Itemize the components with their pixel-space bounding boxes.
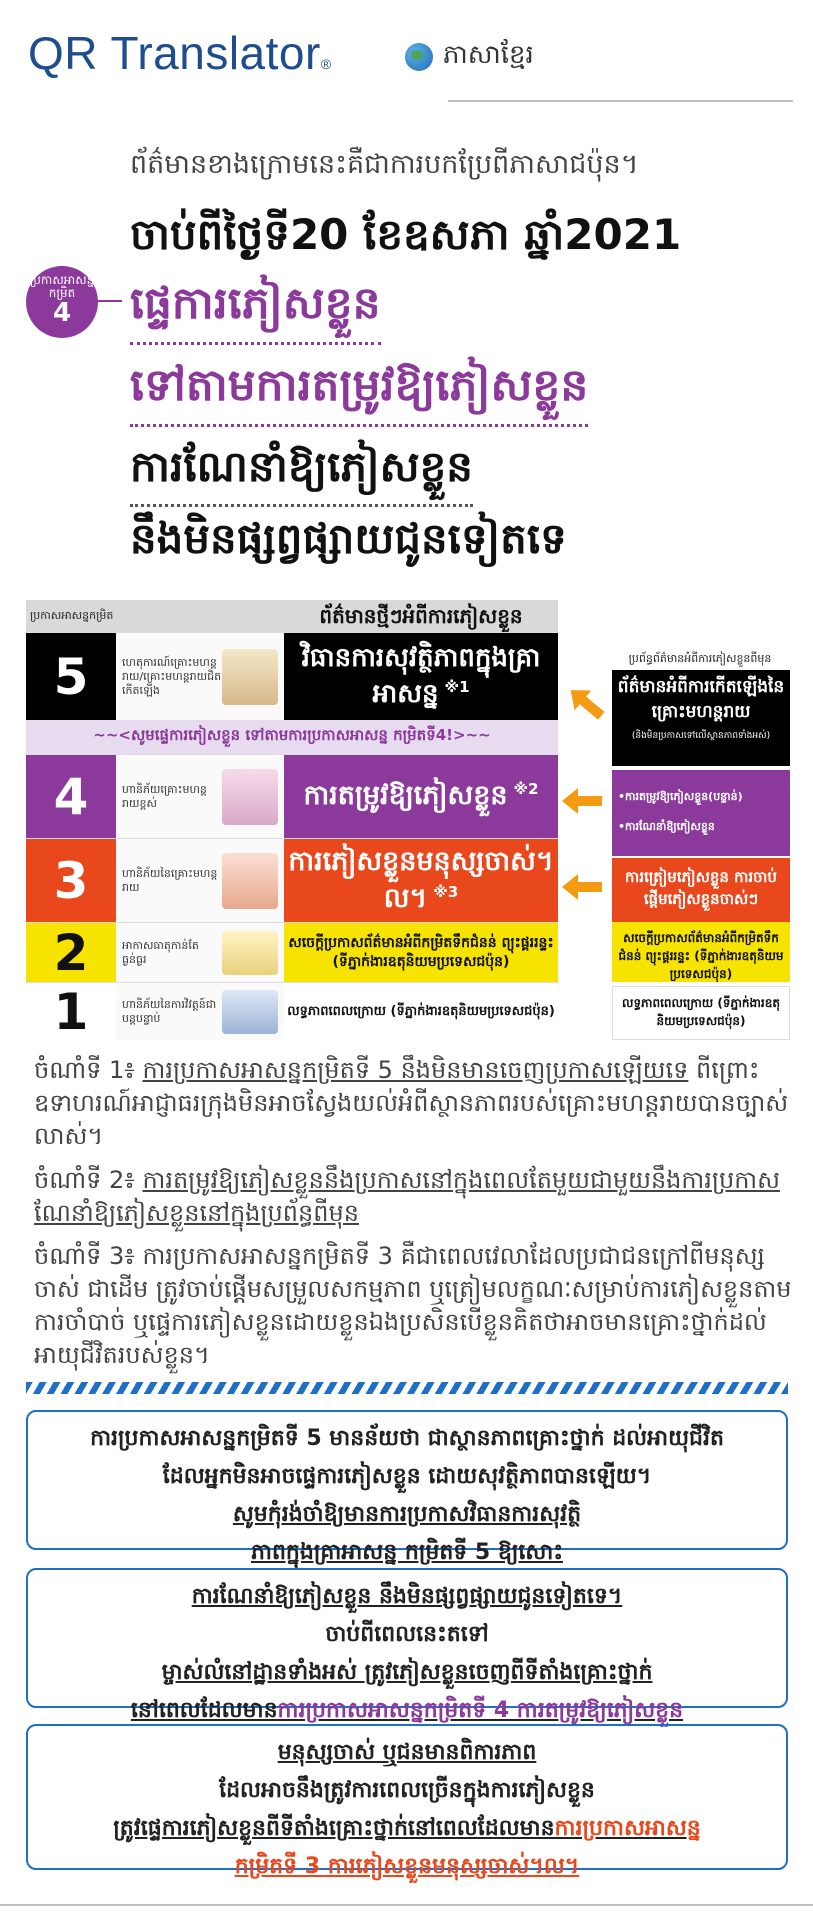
previous-order-item: •ការតម្រូវឱ្យភៀសខ្លួន(បន្ទាន់)	[618, 790, 743, 803]
evacuate-line: ផ្ទេការភៀសខ្លួន	[130, 276, 381, 345]
table-row	[26, 922, 558, 982]
footnote-mark: ※2	[513, 780, 539, 799]
bottom-divider	[0, 1904, 813, 1906]
previous-elderly-box: ការត្រៀមភៀសខ្លួន ការចាប់ផ្តើមភៀសខ្លួនចាស់ៗ	[612, 858, 790, 942]
description-text: ហានិភ័យគ្រោះមហន្តរាយខ្ពស់	[122, 782, 207, 810]
previous-system-title: ប្រព័ន្ធព័ត៌មានអំពីការភៀសខ្លួនពីមុន	[628, 652, 772, 665]
logo-trademark: ®	[320, 56, 332, 72]
level-4-badge	[26, 266, 98, 338]
badge-label: ប្រកាសអាសន្នកម្រិត	[29, 273, 95, 300]
level-action	[284, 633, 558, 720]
footnote-mark: ※1	[444, 677, 470, 696]
header	[0, 0, 813, 108]
action-text: វិធានការសុវត្ថិភាពក្នុងគ្រាអាសន្ន	[301, 643, 541, 709]
box-line: សូមកុំរង់ចាំឱ្យមានការប្រកាសវិធានការសុវត្ថិ	[232, 1502, 582, 1527]
action-text: ការភៀសខ្លួនមនុស្សចាស់។ល។	[288, 846, 554, 914]
alert-level-table	[26, 600, 558, 1040]
table-row	[26, 838, 558, 922]
level-description	[116, 983, 284, 1040]
evacuation-order-line: ទៅតាមការតម្រូវឱ្យភៀសខ្លួន	[130, 358, 588, 427]
description-text: ហេតុការណ៍គ្រោះមហន្តរាយ/គ្រោះមហន្តរាយជិតកើតឡើង	[122, 655, 222, 697]
table-row	[26, 632, 558, 720]
note-3: ចំណាំទី 3៖ ការប្រកាសអាសន្នកម្រិតទី 3 គឺជាពេលវេលាដែលប្រជាជនក្រៅពីមនុស្សចាស់ ជាដើម ត្រូវចាប់ផ្តើមសម្រួលសកម្មភាព ឬត្រៀមលក្ខណៈសម្រាប់ការភៀសខ្លួនតាមការចាំបាច់ ឬផ្ទេការភៀសខ្លួនដោយខ្លួនឯងប្រសិនបើខ្លួនគិតថាអាចមានគ្រោះថ្នាក់ដល់អាយុជីវិតរបស់ខ្លួន។	[34, 1242, 792, 1369]
note-2	[34, 1164, 794, 1230]
note-emphasis: ការប្រកាសអាសន្នកម្រិតទី 5 នឹងមិនមានចេញប្រកាសឡើយទេ	[142, 1056, 689, 1084]
level-3-elderly-box	[26, 1724, 788, 1879]
description-text: ហានិភ័យនៃគ្រោះមហន្តរាយ	[122, 866, 218, 894]
note-1	[34, 1054, 794, 1153]
description-text: ហានិភ័យនៃការវិវត្តន៍ជាបន្តបន្ទាប់	[122, 997, 217, 1025]
language-selector[interactable]	[405, 38, 534, 76]
table-row	[26, 982, 558, 1040]
arrow-left-icon	[562, 874, 602, 900]
previous-advisory-item: •ការណែនាំឱ្យភៀសខ្លួន	[618, 820, 715, 833]
level-action	[284, 755, 558, 838]
level-5-warning-box	[26, 1410, 788, 1565]
level-description	[116, 633, 284, 720]
striped-divider	[26, 1382, 788, 1394]
box-line: ការប្រកាសអាសន្នកម្រិតទី 5 មានន័យថា ជាស្ថានភាពគ្រោះថ្នាក់ ដល់អាយុជីវិត	[90, 1426, 724, 1451]
note-prefix: ចំណាំទី 2៖	[34, 1166, 143, 1194]
previous-weather-box: សចេក្ដីប្រកាសព័ត៌មានអំពីកម្រិតទឹកជំនន់ ព្យុះផ្គររន្ទះ (ទីភ្នាក់ងារឧតុនិយមប្រទេសជប៉ុន)	[612, 922, 790, 982]
box-text: ព័ត៌មានអំពីការកើតឡើងនៃគ្រោះមហន្តរាយ	[617, 677, 785, 722]
table-row	[26, 754, 558, 838]
level-description	[116, 923, 284, 982]
box-line: ដែលអាចនឹងត្រូវការពេលច្រើនក្នុងការភៀសខ្លួន	[219, 1778, 595, 1803]
footnote-mark: ※3	[433, 882, 459, 901]
translation-notice: ព័ត៌មានខាងក្រោមនេះគឺជាការបកប្រែពីភាសាជប៉ុន។	[130, 149, 639, 180]
header-divider	[448, 100, 793, 102]
family-weather-illustration	[222, 931, 278, 975]
level-number: 3	[26, 839, 116, 922]
box-line: មនុស្សចាស់ ឬជនមានពិការភាព	[277, 1740, 537, 1765]
evacuation-advisory-line: ការណែនាំឱ្យភៀសខ្លួន	[130, 440, 473, 507]
qr-translator-logo[interactable]	[28, 26, 332, 80]
box-line: ត្រូវផ្ទេការភៀសខ្លួនពីទីតាំងគ្រោះថ្នាក់នៅពេលដែលមាន	[113, 1816, 555, 1841]
level-number: 2	[26, 923, 116, 982]
note-text: ពីព្រោះ ឧទាហរណ៍អាជ្ញាធរក្រុងមិនអាចស្វែងយល់អំពីស្ថានភាពរបស់គ្រោះមហន្តរាយបានច្បាស់លាស់។	[34, 1056, 789, 1150]
table-header	[26, 600, 558, 632]
language-label: ភាសាខ្មែរ	[443, 40, 534, 70]
level-action: សចេក្ដីប្រកាសព័ត៌មានអំពីកម្រិតទឹកជំនន់ ព្យុះផ្គររន្ទះ (ទីភ្នាក់ងារឧតុនិយមប្រទេសជប៉ុន)	[284, 923, 558, 982]
globe-icon	[405, 43, 433, 71]
tv-forecast-illustration	[222, 990, 278, 1034]
level-number: 5	[26, 633, 116, 720]
action-text: ការតម្រូវឱ្យភៀសខ្លួន	[303, 780, 508, 812]
box-line: ការណែនាំឱ្យភៀសខ្លួន នឹងមិនផ្សព្វផ្សាយជូនទៀតទេ។	[191, 1584, 623, 1609]
note-emphasis: ការតម្រូវឱ្យភៀសខ្លួននឹងប្រកាសនៅក្នុងពេលតែមួយជាមួយនឹងការប្រកាសណែនាំឱ្យភៀសខ្លួននៅក្នុងប្រព័ន្ធពីមុន	[34, 1166, 780, 1227]
level-number: 1	[26, 983, 116, 1040]
header-new-info: ព័ត៌មានថ្មីៗអំពីការភៀសខ្លួន	[319, 604, 523, 628]
flood-house-illustration	[222, 649, 278, 705]
date-line: ចាប់ពីថ្ងៃទី20 ខែឧសភា ឆ្នាំ2021	[130, 210, 682, 259]
level-4-instruction-box	[26, 1568, 788, 1723]
evacuating-family-illustration	[222, 769, 278, 825]
box-highlight: កម្រិតទី 3 ការភៀសខ្លួនមនុស្សចាស់។ល។	[234, 1854, 580, 1879]
box-line: ចាប់ពីពេលនេះតទៅ	[325, 1622, 489, 1647]
elderly-evacuation-illustration	[222, 853, 278, 909]
note-prefix: ចំណាំទី 1៖	[34, 1056, 143, 1084]
level-description	[116, 755, 284, 838]
logo-text: QR Translator	[28, 27, 321, 79]
box-note: (និងមិនប្រកាសទៅលើស្ថានភាពទាំងអស់)	[631, 731, 771, 741]
box-line: ដែលអ្នកមិនអាចផ្ទេការភៀសខ្លួន ដោយសុវត្ថិភាពបានឡើយ។	[162, 1464, 652, 1489]
previous-disaster-occurrence-box	[612, 670, 790, 766]
previous-evacuation-box	[612, 770, 790, 856]
badge-number: 4	[52, 298, 72, 328]
box-line: ម្ចាស់លំនៅដ្ឋានទាំងអស់ ត្រូវភៀសខ្លួនចេញពីទីតាំងគ្រោះថ្នាក់	[161, 1660, 653, 1685]
box-line: ភាពក្នុងគ្រាអាសន្ន កម្រិតទី 5 ឱ្យសោះ	[251, 1540, 563, 1565]
level-action	[284, 839, 558, 922]
box-highlight: ការប្រកាសអាសន្នកម្រិតទី 4 ការតម្រូវឱ្យភៀសខ្លួន	[277, 1698, 684, 1723]
level-description	[116, 839, 284, 922]
evacuate-at-level-4-band: ~~<សូមផ្ទេការភៀសខ្លួន ទៅតាមការប្រកាសអាសន្ន កម្រិតទី4!>~~	[26, 720, 558, 754]
previous-forecast-box: លទ្ធភាពពេលក្រោយ (ទីភ្នាក់ងារឧតុនិយមប្រទេសជប៉ុន)	[612, 986, 790, 1040]
badge-pointer	[96, 300, 122, 302]
description-text: អាកាសធាតុកាន់តែធ្ងន់ធ្ងរ	[122, 938, 199, 966]
box-highlight: ការប្រកាសអាសន្ន	[554, 1816, 701, 1841]
level-action: លទ្ធភាពពេលក្រោយ (ទីភ្នាក់ងារឧតុនិយមប្រទេសជប៉ុន)	[284, 983, 558, 1040]
arrow-left-icon	[562, 680, 609, 726]
abolished-line: នឹងមិនផ្សព្វផ្សាយជូនទៀតទេ	[130, 514, 567, 563]
level-number: 4	[26, 755, 116, 838]
arrow-left-icon	[562, 788, 602, 814]
box-line: នៅពេលដែលមាន	[130, 1698, 278, 1723]
header-level-label: ប្រកាសអាសន្នកម្រិត	[30, 609, 114, 622]
